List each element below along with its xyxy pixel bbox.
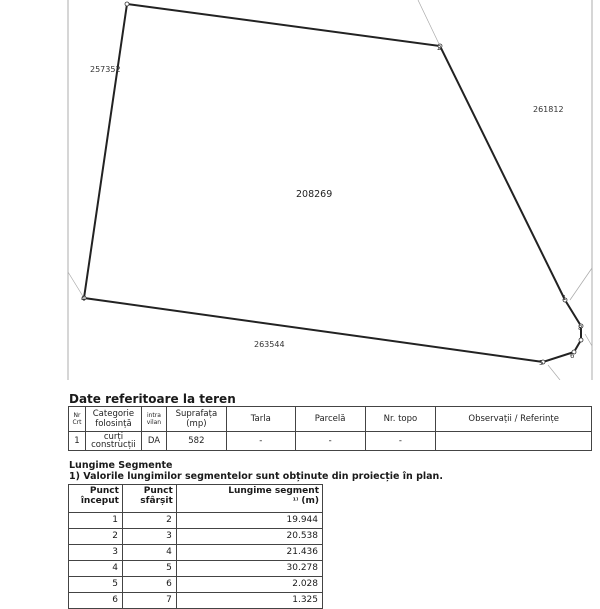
- table-row: [69, 545, 323, 561]
- cell-tarla: -: [226, 432, 295, 451]
- parcel-id-label: 208269: [296, 189, 333, 200]
- point-label: 8: [578, 324, 583, 332]
- table-row: [69, 529, 323, 545]
- point-label: 1: [562, 294, 567, 302]
- cell-length: 2.028: [176, 577, 322, 593]
- land-header-row: [69, 407, 592, 432]
- cell-end-point: 5: [122, 561, 176, 577]
- segments-header-row: [69, 485, 323, 513]
- cell-topo: -: [365, 432, 436, 451]
- header-start-point: Punct început: [69, 485, 123, 513]
- header-end-point: Punct sfârșit: [122, 485, 176, 513]
- neighbor-west-label: 257352: [90, 65, 121, 74]
- cell-end-point: 3: [122, 529, 176, 545]
- header-intravilan: intra vilan: [141, 407, 166, 432]
- neighbor-line: [418, 0, 440, 46]
- header-nr: Nr Crt: [69, 407, 86, 432]
- table-row: [69, 593, 323, 609]
- cell-start-point: 2: [69, 529, 123, 545]
- cell-nr: 1: [69, 432, 86, 451]
- segments-title: Lungime Segmente: [69, 460, 173, 471]
- segments-note: 1) Valorile lungimilor segmentelor sunt obținute din proiecție în plan.: [69, 471, 443, 482]
- vertex-marker: [125, 2, 129, 6]
- table-row: [69, 577, 323, 593]
- point-label: 5: [539, 359, 544, 367]
- vertex-marker: [579, 338, 583, 342]
- land-section-title: Date referitoare la teren: [69, 392, 236, 406]
- cell-end-point: 2: [122, 513, 176, 529]
- cell-end-point: 7: [122, 593, 176, 609]
- cell-category: curți construcții: [85, 432, 141, 451]
- header-area: Suprafața (mp): [166, 407, 226, 432]
- table-row: [69, 513, 323, 529]
- segments-table: [68, 484, 323, 609]
- neighbor-line: [548, 365, 560, 380]
- cell-length: 1.325: [176, 593, 322, 609]
- header-category: Categorie folosință: [85, 407, 141, 432]
- cell-observations: [436, 432, 592, 451]
- cell-area: 582: [166, 432, 226, 451]
- cell-length: 30.278: [176, 561, 322, 577]
- land-data-row: [69, 432, 592, 451]
- cell-start-point: 5: [69, 577, 123, 593]
- neighbor-line: [570, 268, 592, 300]
- cell-start-point: 4: [69, 561, 123, 577]
- cell-parcela: -: [295, 432, 365, 451]
- cell-end-point: 6: [122, 577, 176, 593]
- land-data-table: [68, 406, 592, 451]
- neighbor-south-label: 263544: [254, 340, 285, 349]
- table-row: [69, 561, 323, 577]
- header-topo: Nr. topo: [365, 407, 436, 432]
- cell-start-point: 1: [69, 513, 123, 529]
- point-label: 4: [81, 295, 86, 303]
- cell-start-point: 3: [69, 545, 123, 561]
- cell-length: 20.538: [176, 529, 322, 545]
- header-tarla: Tarla: [226, 407, 295, 432]
- header-parcela: Parcelă: [295, 407, 365, 432]
- neighbor-line: [585, 334, 592, 346]
- segments-body: [69, 513, 323, 609]
- point-label: 2: [437, 44, 442, 52]
- neighbor-east-label: 261812: [533, 105, 564, 114]
- header-length: Lungime segment ¹⁾ (m): [176, 485, 322, 513]
- cell-length: 21.436: [176, 545, 322, 561]
- cell-length: 19.944: [176, 513, 322, 529]
- cell-end-point: 4: [122, 545, 176, 561]
- header-observations: Observații / Referințe: [436, 407, 592, 432]
- cell-start-point: 6: [69, 593, 123, 609]
- point-label: 6: [570, 352, 575, 360]
- cell-intravilan: DA: [141, 432, 166, 451]
- parcel-boundary: [84, 4, 581, 362]
